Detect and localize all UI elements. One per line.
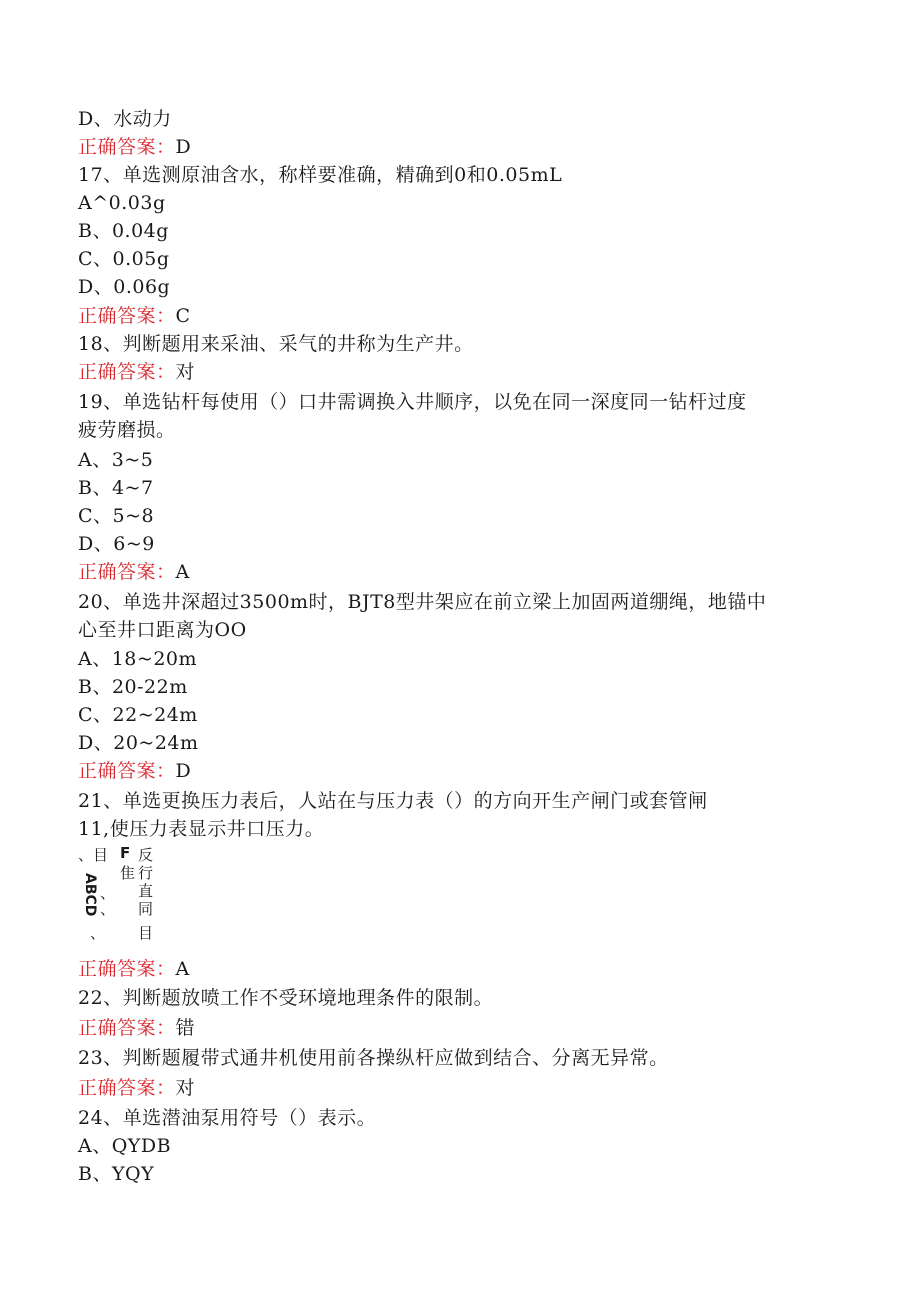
garble-letters: ABCD	[82, 873, 98, 917]
option-line: D、水动力	[78, 108, 172, 130]
garbled-options-block	[78, 843, 198, 943]
question-line: 心至井口距离为OO	[78, 619, 247, 641]
question-line: 24、单选潜油泵用符号（）表示。	[78, 1107, 377, 1129]
answer-line: 正确答案：C	[78, 305, 191, 327]
answer-line: 正确答案：A	[78, 561, 190, 583]
question-line: 21、单选更换压力表后，人站在与压力表（）的方向开生产闸门或套管闸	[78, 790, 708, 812]
question-line: 20、单选井深超过3500m时，BJT8型井架应在前立梁上加固两道绷绳，地锚中	[78, 591, 767, 613]
garble-sep: 、目	[78, 846, 109, 864]
garble-f: F	[120, 844, 131, 862]
option-line: A、18~20m	[78, 648, 198, 670]
garble-option: 同	[138, 900, 154, 918]
garble-option: 行	[138, 864, 154, 882]
option-line: D、0.06g	[78, 276, 171, 298]
option-line: C、22~24m	[78, 704, 198, 726]
garble-option: 反	[138, 846, 154, 864]
garble-sep: 、	[100, 900, 116, 918]
option-line: A^0.03g	[78, 192, 166, 214]
question-line: 11,使压力表显示井口压力。	[78, 818, 325, 840]
question-line: 18、判断题用来采油、采气的井称为生产井。	[78, 333, 474, 355]
option-line: A、QYDB	[78, 1135, 172, 1157]
option-line: A、3~5	[78, 449, 154, 471]
question-line: 疲劳磨损。	[78, 419, 176, 441]
option-line: C、5~8	[78, 505, 155, 527]
garble-option: 直	[138, 882, 154, 900]
garble-option: 目	[138, 924, 154, 942]
option-line: B、4~7	[78, 477, 154, 499]
question-line: 22、判断题放喷工作不受环境地理条件的限制。	[78, 987, 494, 1009]
option-line: B、0.04g	[78, 220, 169, 242]
garble-sep: 、	[90, 924, 106, 942]
option-line: D、6~9	[78, 533, 155, 555]
question-line: 17、单选测原油含水，称样要准确，精确到0和0.05mL	[78, 164, 563, 186]
answer-line: 正确答案：D	[78, 136, 192, 158]
answer-line: 正确答案：A	[78, 958, 190, 980]
answer-line: 正确答案：对	[78, 361, 196, 383]
answer-line: 正确答案：D	[78, 760, 192, 782]
question-line: 19、单选钻杆每使用（）口井需调换入井顺序，以免在同一深度同一钻杆过度	[78, 391, 747, 413]
option-line: C、0.05g	[78, 248, 170, 270]
option-line: B、20-22m	[78, 676, 188, 698]
garble-char: 隹	[120, 864, 136, 882]
answer-line: 正确答案：错	[78, 1017, 196, 1039]
option-line: B、YQY	[78, 1163, 155, 1185]
option-line: D、20~24m	[78, 732, 199, 754]
answer-line: 正确答案：对	[78, 1077, 196, 1099]
question-line: 23、判断题履带式通井机使用前各操纵杆应做到结合、分离无异常。	[78, 1047, 669, 1069]
garble-sep: 、	[100, 884, 116, 902]
